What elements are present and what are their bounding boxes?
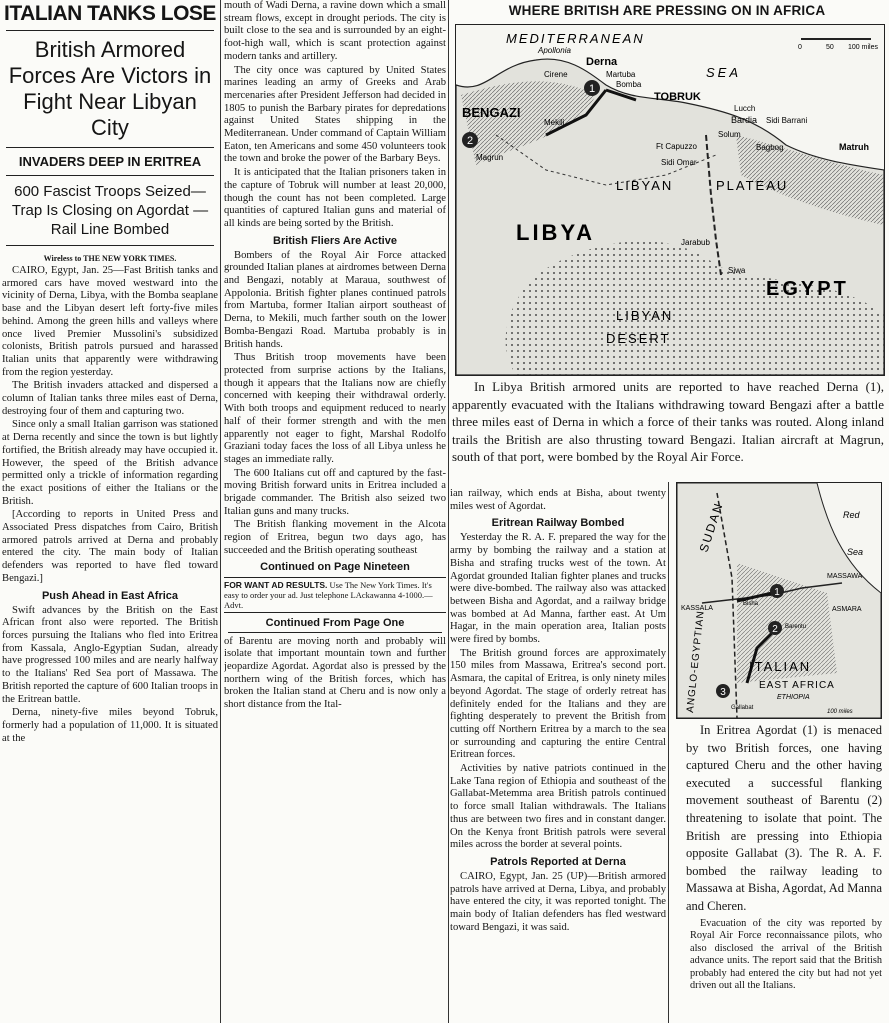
place-label: Sidi Omar: [661, 158, 697, 167]
column-4: [690, 918, 882, 1023]
place-label: Bomba: [616, 80, 642, 89]
paragraph: The British flanking movement in the Alcota region of Eritrea, begun two days ago, has succeeded and the British operating southeast: [224, 519, 446, 556]
map-title: WHERE BRITISH ARE PRESSING ON IN AFRICA: [508, 3, 826, 18]
paragraph: of Barentu are moving north and probably will isolate that important mountain town and further jeopardize Agordat. Agordat also is pressed by the northern wing of the British forces, which has broken the Italian stand at Cheru and is now only a short distance from the Ital-: [224, 635, 446, 711]
paragraph: The British ground forces are approximately 150 miles from Massawa, Eritrea's second port. Asmara, the capital of Eritrea, is only ninety miles beyond Agordat. The stage of orderly retreat has definitely ended for the Italians and they are fighting desperately to prevent the British from cutting off Northern Eritrea by a march to the sea or surrounding and capturing the entire Central Eritrean forces.: [450, 647, 666, 761]
paragraph: CAIRO, Egypt, Jan. 25 (UP)—British armored patrols have arrived at Derna, Libya, and probably have entered the city, it was reported tonight. The main body of Italian defenders has fled westward toward Bengazi, it was said.: [450, 870, 666, 933]
libya-map-drawing: [456, 25, 884, 375]
paragraph: The city once was captured by United States marines leading an army of Greeks and Arab mercenaries after President Jefferson had decided in 1805 to punish the Barbary pirates for depredations against United States shipping in the Mediterranean. Under command of Captain William Eaton, ten Americans and some 450 volunteers took the town and broke the power of the Barbary Beys.: [224, 64, 446, 165]
scale-label: 50: [826, 44, 834, 51]
paragraph: mouth of Wadi Derna, a ravine down which a small stream flows, except in drought periods. The city is built close to the sea and is surrounded by an eight-foot-high wall, which is scant protection against modern tanks and artillery.: [224, 0, 446, 62]
jump-line: Continued on Page Nineteen: [260, 560, 410, 573]
scale-label: 100 miles: [827, 709, 853, 715]
divider: [6, 245, 214, 246]
paragraph: The British invaders attacked and dispersed a column of Italian tanks three miles east of Derna, destroying four of them and capturing two.: [2, 380, 218, 417]
marker-2-label: 2: [466, 135, 474, 147]
place-label: KASSALA: [681, 605, 713, 612]
place-label: Martuba: [606, 70, 636, 79]
scale-label: 0: [798, 44, 802, 51]
place-label: Siwa: [728, 266, 746, 275]
column-rule: [448, 0, 449, 1023]
region-label: PLATEAU: [716, 178, 789, 193]
paragraph: The 600 Italians cut off and captured by the fast-moving British forward units in Eritrea included a brigade commander. The British also seized two Italian guns and many trucks.: [224, 467, 446, 517]
libya-map: [455, 24, 885, 376]
sub-headline: INVADERS DEEP IN ERITREA: [18, 154, 202, 169]
marker-2-label: 2: [772, 624, 778, 635]
place-label: MASSAWA: [827, 573, 863, 580]
column-1: [2, 0, 218, 1023]
paragraph: Yesterday the R. A. F. prepared the way for the army by bombing the railway and a station at Bisha and strafing trucks west of the town. At Agordat grounded Italian fighter planes and trucks were dive-bombed. The railway also was attacked between Bisha and Agordat, and a railway bridge was bombed at Ad Manna, farther east. At Um Hagar, in the main operation area, Italian posts were fired by bombs.: [450, 532, 666, 646]
dateline-credit: Wireless to THE NEW YORK TIMES.: [43, 254, 177, 263]
eritrea-map-drawing: [677, 483, 881, 718]
map-caption: In Eritrea Agordat (1) is menaced by two British forces, one having captured Cheru and the other having executed a successful flanking movement southeast of Barentu (2) threatening to isolate that point. The British are pressing into Ethiopia opposite Gallabat (3). The R. A. F. bombed the railway leading to Massawa at Bisha, Agordat, Ad Manna and Cheren.: [686, 723, 882, 913]
region-label: ANGLO-EGYPTIAN: [685, 609, 707, 714]
sea-label: Red: [843, 510, 860, 520]
sea-label: MEDITERRANEAN: [506, 31, 645, 46]
place-label: Bagbog: [756, 143, 784, 152]
subhead: Eritrean Railway Bombed: [491, 517, 625, 530]
place-label: Ft Capuzzo: [656, 142, 697, 151]
marker-1-label: 1: [774, 587, 780, 598]
ad-bold: FOR WANT AD RESULTS.: [224, 579, 328, 590]
country-label: LIBYA: [516, 220, 595, 245]
place-label: Mekili: [544, 118, 565, 127]
place-label: Jarabub: [681, 238, 710, 247]
place-label: Matruh: [839, 142, 869, 152]
place-label: Lucch: [734, 104, 756, 113]
paragraph: CAIRO, Egypt, Jan. 25—Fast British tanks and armored cars have moved westward into the vicinity of Derna, Libya, with the Bomba seaplane base and the Libyan desert left forty-five miles behind. Among the green hills and valleys where once lived Premier Mussolini's subsidized colonists, British patrols pursued and harassed Italian units that apparently were withdrawing from the region yesterday.: [2, 265, 218, 378]
second-deck-headline: 600 Fascist Troops Seized— Trap Is Closing on Agordat —Rail Line Bombed: [11, 183, 209, 238]
want-ad-notice: [224, 577, 446, 613]
paragraph: Swift advances by the British on the East African front also were reported. The British forces pursuing the Italians who fled into Eritrea from Kassala, Anglo-Egyptian Sudan, already have progressed 100 miles and are nearly halfway to the Italians' Red Sea port of Massawa. The British reported the capture of 600 Italian troops in the Eritrean battle.: [2, 604, 218, 705]
place-label: Gallabat: [731, 705, 754, 711]
paragraph: Thus British troop movements have been protected from surprise actions by the Italians, though it appears that the Italians now are chiefly concerned with keeping their withdrawal orderly. With both troops and equipment reduced to nearly half of their former strength and with the men apparently not eager to fight, Marshal Rodolfo Graziani today faces the loss of all Libya unless he stages an immediate rally.: [224, 352, 446, 465]
ad-text: Use The New York Times. It's easy to order your ad. Just telephone LAckawanna 4-1000.—Advt.: [224, 579, 433, 610]
subhead: British Fliers Are Active: [273, 234, 397, 247]
region-label: ETHIOPIA: [777, 694, 810, 701]
divider: [6, 175, 214, 176]
place-label: Apollonia: [538, 46, 571, 55]
divider: [6, 30, 214, 31]
paragraph: Since only a small Italian garrison was stationed at Derna recently and since the town is but lightly fortified, the British already may have occupied it. However, the speed of the British advance permitted only a trickle of information regarding the exact positions of either the Italians or the British.: [2, 419, 218, 507]
divider: [228, 632, 442, 633]
paragraph: ian railway, which ends at Bisha, about twenty miles west of Agordat.: [450, 488, 666, 512]
subhead: Patrols Reported at Derna: [490, 855, 626, 868]
map-caption: In Libya British armored units are reported to have reached Derna (1), apparently evacuated with the Italians withdrawing toward Bengazi after a battle three miles east of Derna in which a force of their tanks was routed. Along inland trails the British are also thrusting toward Bengazi. Italian aircraft at Magrun, south of that port, were bombed by the Royal Air Force.: [452, 379, 884, 464]
place-label: Derna: [586, 56, 618, 68]
sea-label: SEA: [706, 65, 742, 80]
column-rule: [220, 0, 221, 1023]
place-label: Cirene: [544, 70, 568, 79]
country-label: EGYPT: [766, 278, 849, 300]
subhead: Push Ahead in East Africa: [41, 589, 179, 602]
paragraph: Derna, ninety-five miles beyond Tobruk, formerly had a population of 11,000. It is situated at the: [2, 707, 218, 744]
place-label: BENGAZI: [462, 105, 521, 120]
region-label: ITALIAN: [749, 659, 812, 674]
paragraph: Bombers of the Royal Air Force attacked grounded Italian planes at airdromes between Derna and Bengazi, notably at Maraua, southwest of Appolonia. British fighter planes continued patrols from Martuba, former Italian airport southeast of Derna, to Mekili, much farther south on the lower Bomba-Bengazi Road. Martuba probably is in British hands.: [224, 249, 446, 350]
place-label: Bisha: [743, 601, 759, 607]
place-label: Bardia: [731, 115, 758, 125]
place-label: Magrun: [476, 153, 504, 162]
deck-headline: British Armored Forces Are Victors in Fight Near Libyan City: [8, 37, 212, 140]
region-label: LIBYAN: [616, 178, 674, 193]
column-2: [224, 0, 446, 1023]
place-label: Sidi Barrani: [766, 116, 808, 125]
place-label: ASMARA: [832, 606, 862, 613]
marker-3-label: 3: [720, 687, 726, 698]
place-label: TOBRUK: [654, 91, 701, 103]
region-label: DESERT: [606, 331, 671, 346]
column-3: [450, 488, 666, 1023]
paragraph: It is anticipated that the Italian prisoners taken in the capture of Tobruk will number at least 20,000, though the count has not been completed. Large quantities of captured Italian guns and material of all kinds are being sorted by the British.: [224, 167, 446, 229]
region-label: LIBYAN: [616, 308, 674, 323]
jump-line: Continued From Page One: [265, 616, 405, 629]
region-label: EAST AFRICA: [759, 680, 835, 691]
paragraph: Activities by native patriots continued in the Lake Tana region of Ethiopia and southeast of the Gallabat-Metemma area British patrols continued to force small Italian withdrawals. The Italians thus are between two fires and in constant danger. On the Kenya front British patrols were several miles across the border at several points.: [450, 763, 666, 851]
column-rule: [668, 482, 669, 1023]
paragraph: [According to reports in United Press and Associated Press dispatches from Cairo, British armored patrols arrived at Derna and probably entered the city. The main body of Italian defenders was reported to have fled toward Bengazi.]: [2, 509, 218, 584]
sea-label: Sea: [847, 547, 864, 557]
main-headline: ITALIAN TANKS LOSE: [4, 2, 216, 25]
scale-label: 100 miles: [848, 44, 878, 51]
region-label: SUDAN: [696, 500, 726, 554]
place-label: Barentu: [785, 624, 807, 630]
paragraph: Evacuation of the city was reported by Royal Air Force reconnaissance pilots, who also disclosed the arrival of the British advance units. The report said that the British probably had entered the city but had not yet driven out all the Italians.: [690, 918, 882, 992]
eritrea-map: [676, 482, 882, 719]
marker-1-label: 1: [588, 83, 596, 95]
divider: [6, 147, 214, 148]
place-label: Solum: [718, 130, 741, 139]
